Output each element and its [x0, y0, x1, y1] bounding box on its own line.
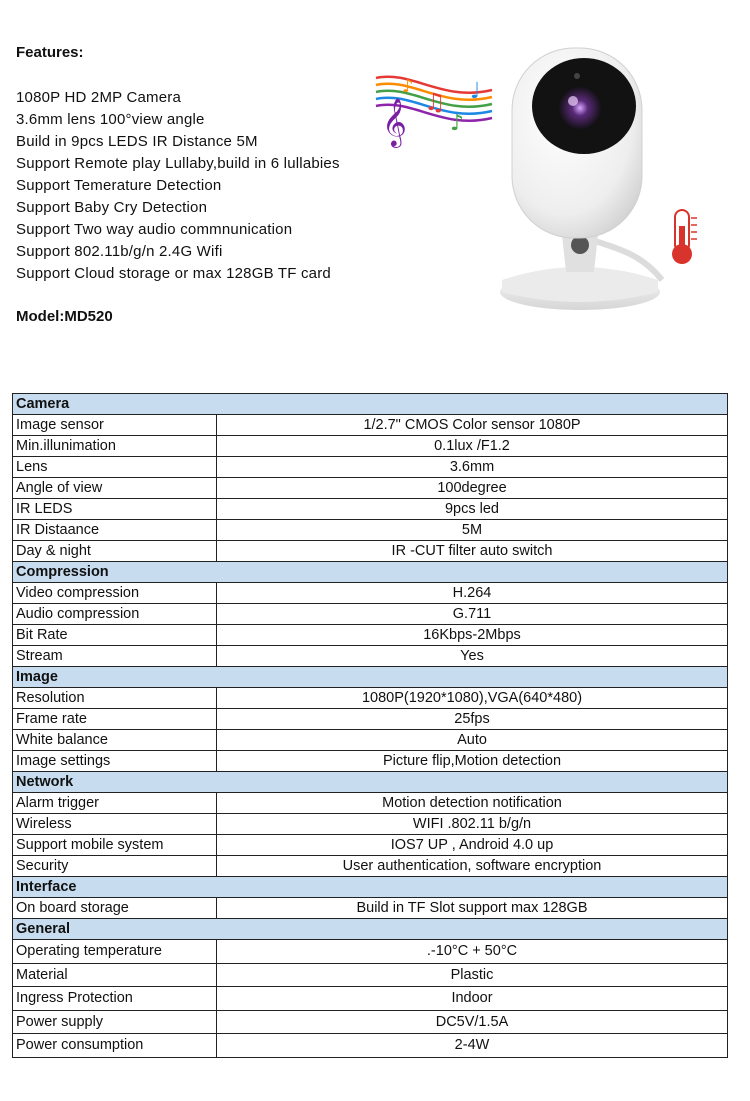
section-header [13, 877, 728, 898]
spec-label: Stream [13, 646, 217, 667]
table-row [13, 436, 728, 457]
table-row [13, 987, 728, 1011]
table-row [13, 604, 728, 625]
svg-text:𝄞: 𝄞 [382, 97, 407, 146]
table-row [13, 541, 728, 562]
features-list [16, 87, 340, 285]
feature-item: Build in 9pcs LEDS IR Distance 5M [16, 133, 258, 150]
svg-text:♪: ♪ [450, 111, 465, 136]
section-header [13, 772, 728, 793]
spec-value: 5M [217, 520, 728, 541]
spec-value: G.711 [217, 604, 728, 625]
svg-text:♪: ♪ [402, 76, 414, 97]
spec-value: DC5V/1.5A [217, 1010, 728, 1034]
section-title: Network [13, 772, 728, 793]
spec-label: Image settings [13, 751, 217, 772]
table-row [13, 478, 728, 499]
table-row [13, 499, 728, 520]
spec-value: 100degree [217, 478, 728, 499]
table-row [13, 730, 728, 751]
table-row [13, 835, 728, 856]
model-label: Model:MD520 [16, 308, 113, 325]
feature-item: Support 802.11b/g/n 2.4G Wifi [16, 243, 223, 260]
spec-label: Power consumption [13, 1034, 217, 1058]
section-header [13, 919, 728, 940]
spec-label: Alarm trigger [13, 793, 217, 814]
spec-value: 25fps [217, 709, 728, 730]
spec-value: .-10°C + 50°C [217, 940, 728, 964]
section-title: General [13, 919, 728, 940]
spec-label: Min.illunimation [13, 436, 217, 457]
product-illustration [372, 40, 712, 315]
spec-label: Audio compression [13, 604, 217, 625]
feature-item: Support Baby Cry Detection [16, 199, 208, 216]
table-row [13, 646, 728, 667]
feature-item: Support Remote play Lullaby,build in 6 lullabies [16, 155, 340, 172]
table-row [13, 583, 728, 604]
feature-item: 3.6mm lens 100°view angle [16, 111, 205, 128]
spec-value: User authentication, software encryption [217, 856, 728, 877]
spec-label: IR LEDS [13, 499, 217, 520]
table-row [13, 1034, 728, 1058]
feature-item: Support Two way audio commnunication [16, 221, 293, 238]
section-title: Image [13, 667, 728, 688]
table-row [13, 520, 728, 541]
spec-label: Material [13, 963, 217, 987]
spec-value: Indoor [217, 987, 728, 1011]
section-title: Compression [13, 562, 728, 583]
table-row [13, 415, 728, 436]
table-row [13, 963, 728, 987]
spec-value: 0.1lux /F1.2 [217, 436, 728, 457]
spec-label: White balance [13, 730, 217, 751]
spec-value: Build in TF Slot support max 128GB [217, 898, 728, 919]
spec-label: Security [13, 856, 217, 877]
spec-value: Motion detection notification [217, 793, 728, 814]
spec-value: WIFI .802.11 b/g/n [217, 814, 728, 835]
spec-value: Plastic [217, 963, 728, 987]
spec-value: H.264 [217, 583, 728, 604]
section-header [13, 394, 728, 415]
svg-text:♫: ♫ [424, 88, 446, 116]
spec-value: 9pcs led [217, 499, 728, 520]
spec-table [12, 393, 728, 1058]
table-row [13, 856, 728, 877]
table-row [13, 751, 728, 772]
spec-label: Day & night [13, 541, 217, 562]
spec-value: Auto [217, 730, 728, 751]
section-header [13, 667, 728, 688]
spec-label: Image sensor [13, 415, 217, 436]
feature-item: Support Temerature Detection [16, 177, 222, 194]
thermometer-icon [672, 210, 697, 264]
spec-label: Lens [13, 457, 217, 478]
spec-label: Wireless [13, 814, 217, 835]
spec-label: Bit Rate [13, 625, 217, 646]
feature-item: 1080P HD 2MP Camera [16, 89, 181, 106]
spec-value: 1080P(1920*1080),VGA(640*480) [217, 688, 728, 709]
table-row [13, 625, 728, 646]
table-row [13, 940, 728, 964]
spec-label: Support mobile system [13, 835, 217, 856]
spec-value: 3.6mm [217, 457, 728, 478]
table-row [13, 814, 728, 835]
spec-label: Angle of view [13, 478, 217, 499]
table-row [13, 709, 728, 730]
spec-value: Yes [217, 646, 728, 667]
spec-value: 1/2.7" CMOS Color sensor 1080P [217, 415, 728, 436]
section-title: Interface [13, 877, 728, 898]
spec-label: On board storage [13, 898, 217, 919]
table-row [13, 457, 728, 478]
table-row [13, 793, 728, 814]
spec-value: 2-4W [217, 1034, 728, 1058]
table-row [13, 688, 728, 709]
section-header [13, 562, 728, 583]
table-row [13, 898, 728, 919]
spec-label: Ingress Protection [13, 987, 217, 1011]
section-title: Camera [13, 394, 728, 415]
spec-label: Frame rate [13, 709, 217, 730]
music-notes-icon [376, 76, 492, 148]
spec-label: Resolution [13, 688, 217, 709]
feature-item: Support Cloud storage or max 128GB TF card [16, 265, 331, 282]
spec-value: 16Kbps-2Mbps [217, 625, 728, 646]
spec-value: IR -CUT filter auto switch [217, 541, 728, 562]
spec-label: Operating temperature [13, 940, 217, 964]
spec-label: Video compression [13, 583, 217, 604]
spec-label: Power supply [13, 1010, 217, 1034]
features-title: Features: [16, 44, 84, 61]
spec-label: IR Distaance [13, 520, 217, 541]
spec-value: Picture flip,Motion detection [217, 751, 728, 772]
table-row [13, 1010, 728, 1034]
spec-value: IOS7 UP , Android 4.0 up [217, 835, 728, 856]
svg-text:♩: ♩ [470, 79, 481, 104]
